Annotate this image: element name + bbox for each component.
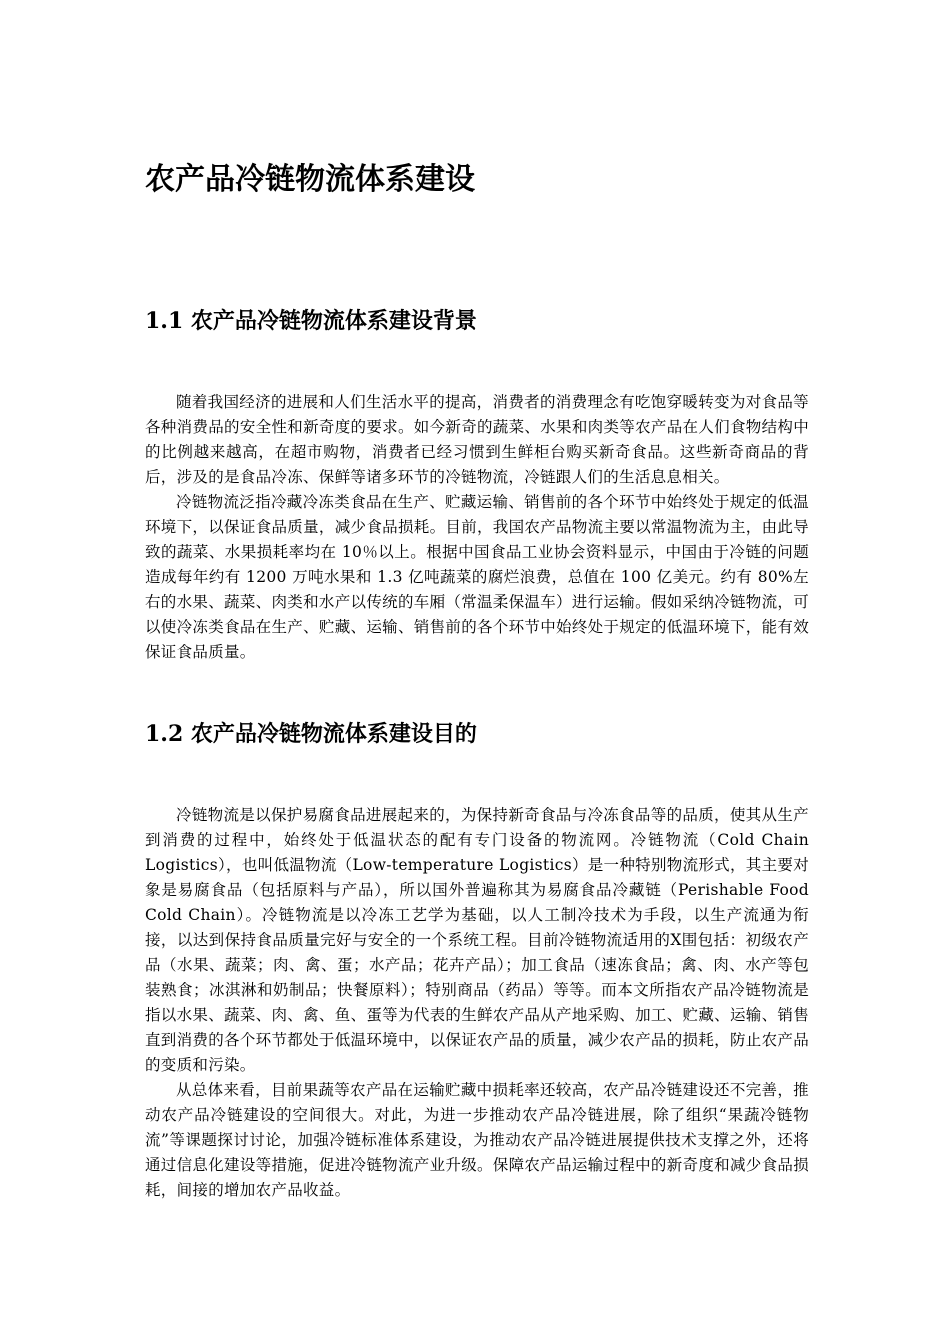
paragraph: 冷链物流泛指冷藏冷冻类食品在生产、贮藏运输、销售前的各个环节中始终处于规定的低温环境下，以保证食品质量，减少食品损耗。目前，我国农产品物流主要以常温物流为主，由此导致的蔬菜、水果损耗率均在 10％以上。根据中国食品工业协会资料显示，中国由于冷链的问题造成每年约有 1200 万吨水果和 1.3 亿吨蔬菜的腐烂浪费，总值在 100 亿美元。约有 80%左右的水果、蔬菜、肉类和水产以传统的车厢（常温柔保温车）进行运输。假如采纳冷链物流，可以使冷冻类食品在生产、贮藏、运输、销售前的各个环节中始终处于规定的低温环境下，能有效保证食品质量。 (145, 493, 809, 661)
paragraph: 冷链物流是以保护易腐食品进展起来的，为保持新奇食品与冷冻食品等的品质，使其从生产到消费的过程中，始终处于低温状态的配有专门设备的物流网。冷链物流（Cold Chain Logistics），也叫低温物流（Low-temperature Logistics）是一种特别物流形式，其主要对象是易腐食品（包括原料与产品），所以国外普遍称其为易腐食品冷藏链（Perishable Food Cold Chain）。冷链物流是以冷冻工艺学为基础，以人工制冷技术为手段，以生产流通为衔接，以达到保持食品质量完好与安全的一个系统工程。目前冷链物流适用的X围包括：初级农产品（水果、蔬菜；肉、禽、蛋；水产品；花卉产品）；加工食品（速冻食品；禽、肉、水产等包装熟食；冰淇淋和奶制品；快餐原料）；特别商品（药品）等等。而本文所指农产品冷链物流是指以水果、蔬菜、肉、禽、鱼、蛋等为代表的生鲜农产品从产地采购、加工、贮藏、运输、销售直到消费的各个环节都处于低温环境中，以保证农产品的质量，减少农产品的损耗，防止农产品的变质和污染。 (145, 806, 809, 1074)
document-title: 农产品冷链物流体系建设 (145, 162, 475, 197)
section-body-background (145, 390, 809, 665)
section-heading-background: 1.1 农产品冷链物流体系建设背景 (145, 308, 477, 334)
paragraph: 从总体来看，目前果蔬等农产品在运输贮藏中损耗率还较高，农产品冷链建设还不完善，推动农产品冷链建设的空间很大。对此，为进一步推动农产品冷链进展，除了组织“果蔬冷链物流”等课题探讨讨论，加强冷链标准体系建设，为推动农产品冷链进展提供技术支撑之外，还将通过信息化建设等措施，促进冷链物流产业升级。保障农产品运输过程中的新奇度和减少食品损耗，间接的增加农产品收益。 (145, 1081, 809, 1199)
section-heading-purpose: 1.2 农产品冷链物流体系建设目的 (145, 721, 477, 747)
paragraph: 随着我国经济的进展和人们生活水平的提高，消费者的消费理念有吃饱穿暖转变为对食品等各种消费品的安全性和新奇度的要求。如今新奇的蔬菜、水果和肉类等农产品在人们食物结构中的比例越来越高，在超市购物，消费者已经习惯到生鲜柜台购买新奇食品。这些新奇商品的背后，涉及的是食品冷冻、保鲜等诸多环节的冷链物流，冷链跟人们的生活息息相关。 (145, 393, 809, 486)
section-body-purpose (145, 803, 809, 1203)
